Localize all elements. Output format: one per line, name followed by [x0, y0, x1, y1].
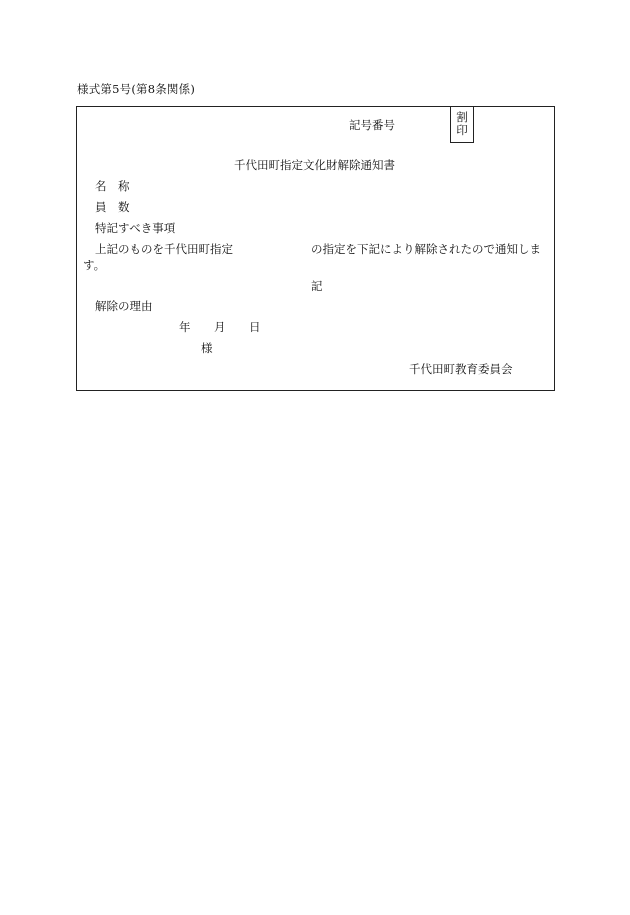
body-line1-part1: 上記のものを千代田町指定 [95, 242, 233, 256]
seal-char-wari: 割 [456, 110, 468, 124]
count-label-char2: 数 [118, 200, 130, 214]
ki-label: 記 [311, 279, 323, 293]
document-title: 千代田町指定文化財解除通知書 [234, 158, 395, 172]
special-notes-label: 特記すべき事項 [95, 221, 176, 235]
name-label-char1: 名 [95, 179, 107, 193]
name-label-char2: 称 [118, 179, 130, 193]
body-line1-part2: の指定を下記により解除されたので通知しま [311, 242, 541, 256]
record-number-label: 記号番号 [349, 118, 395, 132]
reason-label: 解除の理由 [95, 299, 153, 313]
recipient-suffix: 様 [201, 341, 213, 355]
form-number: 様式第5号(第8条関係) [77, 82, 196, 96]
date-day: 日 [249, 320, 261, 334]
body-line2: す。 [83, 258, 106, 272]
issuer-name: 千代田町教育委員会 [409, 362, 513, 376]
notification-form [76, 106, 555, 391]
date-year: 年 [179, 320, 191, 334]
count-label-char1: 員 [95, 200, 107, 214]
seal-char-in: 印 [456, 123, 468, 137]
tally-seal-box [450, 106, 474, 143]
date-month: 月 [214, 320, 226, 334]
